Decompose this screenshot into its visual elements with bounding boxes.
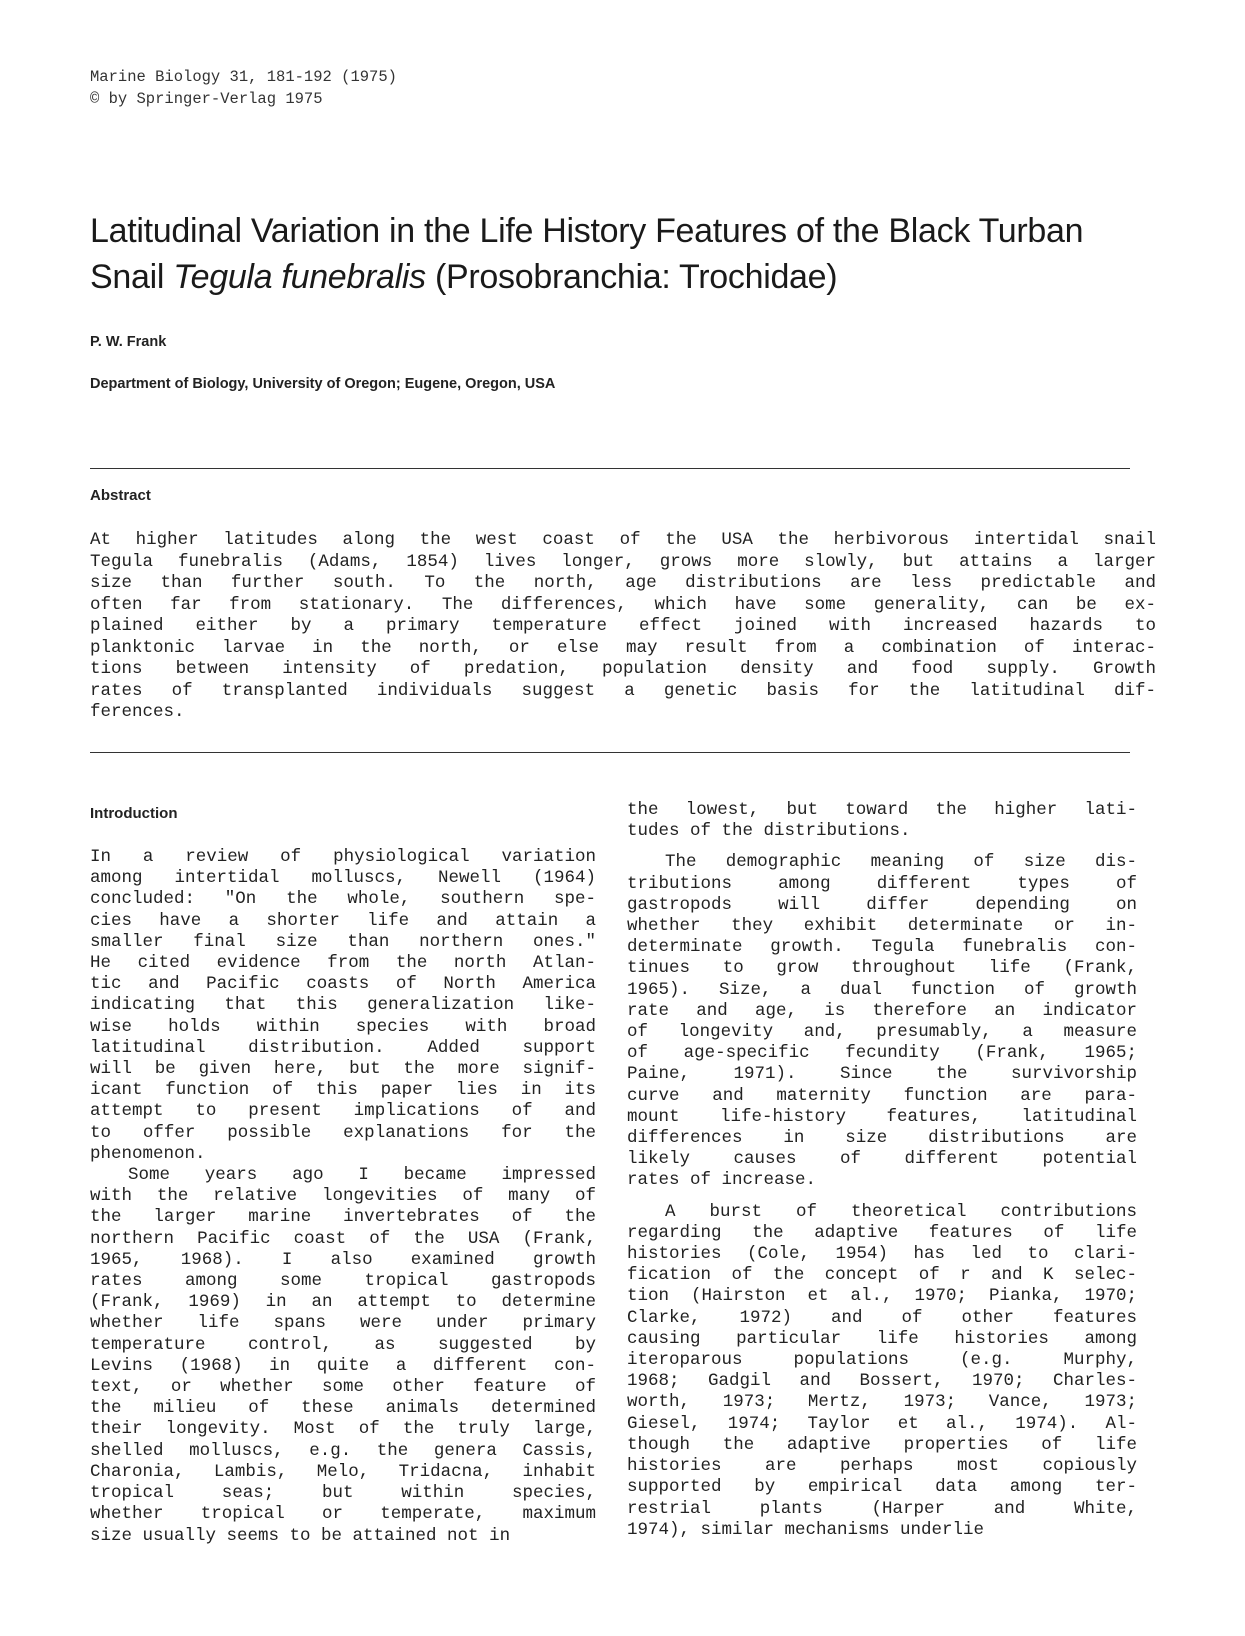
text-line: fication of the concept of r and K selec- [627,1265,1137,1286]
text-line: planktonic larvae in the north, or else may result from a combination of interac- [90,637,1156,658]
text-line: curve and maternity function are para- [627,1085,1137,1106]
text-line: tributions among different types of [627,873,1137,894]
title-species: Tegula funebralis [173,258,426,296]
left-column [90,847,596,1547]
text-line: whether life spans were under primary [90,1313,596,1334]
text-line: tropical seas; but within species, [90,1483,596,1504]
text-line: plained either by a primary temperature effect joined with increased hazards to [90,616,1156,636]
text-line: size than further south. To the north, age distributions are less predictable and [90,573,1156,593]
text-line: their longevity. Most of the truly large, [90,1419,596,1440]
text-line: latitudinal distribution. Added support [90,1037,596,1058]
text-line: A burst of theoretical contributions [665,1201,1137,1222]
text-line: tions between intensity of predation, population density and food supply. Growth [90,659,1156,679]
text-line: temperature control, as suggested by [90,1334,596,1355]
text-line: tion (Hairston et al., 1970; Pianka, 1970; [627,1286,1137,1307]
title-taxonomy: (Prosobranchia: Trochidae) [425,258,838,296]
article-title [90,208,1170,300]
text-line: of age-specific fecundity (Frank, 1965; [627,1043,1137,1064]
abstract-bottom-rule [90,752,1130,753]
text-line: ferences. [90,702,185,722]
text-line: the lowest, but toward the higher lati- [627,800,1137,820]
text-line: shelled molluscs, e.g. the genera Cassis, [90,1440,596,1461]
right-paragraph-2 [627,852,1137,1191]
text-line: smaller final size than northern ones." [90,931,596,952]
text-line: He cited evidence from the north Atlan- [90,953,596,974]
text-line: rates of increase. [627,1170,817,1191]
text-line: likely causes of different potential [627,1149,1137,1170]
text-line: tudes of the distributions. [627,821,911,842]
text-line: Clarke, 1972) and of other features [627,1307,1137,1328]
text-line: determinate growth. Tegula funebralis con- [627,937,1137,958]
journal-info [90,66,397,110]
abstract-text [90,530,1156,724]
text-line: iteroparous populations (e.g. Murphy, [627,1350,1137,1371]
text-line: icant function of this paper lies in its [90,1080,596,1101]
text-line: Paine, 1971). Since the survivorship [627,1064,1137,1085]
text-line: worth, 1973; Mertz, 1973; Vance, 1973; [627,1392,1137,1413]
text-line: rates of transplanted individuals suggest a genetic basis for the latitudinal dif- [90,680,1156,701]
text-line: will be given here, but the more signif- [90,1059,596,1080]
journal-citation: Marine Biology 31, 181-192 (1975) [90,68,397,86]
text-line: histories (Cole, 1954) has led to clari- [627,1244,1137,1265]
abstract-heading: Abstract [90,487,151,504]
right-paragraph-1 [627,800,1137,842]
right-column [627,800,1137,1551]
text-line: attempt to present implications of and [90,1101,596,1122]
text-line: size usually seems to be attained not in [90,1525,511,1546]
introduction-heading: Introduction [90,805,178,822]
text-line: The demographic meaning of size dis- [665,852,1137,873]
text-line: In a review of physiological variation [90,847,596,867]
text-line: causing particular life histories among [627,1328,1137,1349]
text-line: wise holds within species with broad [90,1016,596,1037]
abstract-top-rule [90,468,1130,469]
text-line: to offer possible explanations for the [90,1122,596,1143]
text-line: Tegula funebralis (Adams, 1854) lives longer, grows more slowly, but attains a larger [90,551,1156,572]
text-line: often far from stationary. The differences, which have some generality, can be ex- [90,594,1156,615]
text-line: whether they exhibit determinate or in- [627,916,1137,937]
title-line-1: Latitudinal Variation in the Life History Features of the Black Turban [90,212,1084,250]
text-line: phenomenon. [90,1143,206,1164]
text-line: gastropods will differ depending on [627,894,1137,915]
text-line: 1968; Gadgil and Bossert, 1970; Charles- [627,1371,1137,1392]
text-line: indicating that this generalization like- [90,995,596,1016]
text-line: Levins (1968) in quite a different con- [90,1355,596,1376]
text-line: restrial plants (Harper and White, [627,1498,1137,1519]
text-line: cies have a shorter life and attain a [90,910,596,931]
text-line: regarding the adaptive features of life [627,1222,1137,1243]
text-line: concluded: "On the whole, southern spe- [90,889,596,910]
text-line: rate and age, is therefore an indicator [627,1000,1137,1021]
text-line: with the relative longevities of many of [90,1186,596,1207]
text-line: supported by empirical data among ter- [627,1477,1137,1498]
text-line: 1965, 1968). I also examined growth [90,1249,596,1270]
text-line: Charonia, Lambis, Melo, Tridacna, inhabit [90,1461,596,1482]
text-line: (Frank, 1969) in an attempt to determine [90,1292,596,1313]
affiliation: Department of Biology, University of Oregon; Eugene, Oregon, USA [90,376,556,392]
text-line: northern Pacific coast of the USA (Frank, [90,1228,596,1249]
copyright-line: © by Springer-Verlag 1975 [90,90,323,108]
text-line: mount life-history features, latitudinal [627,1106,1137,1127]
author: P. W. Frank [90,334,167,350]
text-line: At higher latitudes along the west coast of the USA the herbivorous intertidal snail [90,530,1156,550]
text-line: Giesel, 1974; Taylor et al., 1974). Al- [627,1413,1137,1434]
text-line: whether tropical or temperate, maximum [90,1504,596,1525]
text-line: among intertidal molluscs, Newell (1964) [90,868,596,889]
text-line: 1965). Size, a dual function of growth [627,979,1137,1000]
text-line: of longevity and, presumably, a measure [627,1022,1137,1043]
text-line: the milieu of these animals determined [90,1398,596,1419]
text-line: histories are perhaps most copiously [627,1456,1137,1477]
title-line-2 [90,254,1170,300]
text-line: differences in size distributions are [627,1128,1137,1149]
text-line: though the adaptive properties of life [627,1434,1137,1455]
right-paragraph-3 [627,1202,1137,1541]
text-line: text, or whether some other feature of [90,1377,596,1398]
text-line: tic and Pacific coasts of North America [90,974,596,995]
title-snail-word: Snail [90,258,174,296]
text-line: tinues to grow throughout life (Frank, [627,958,1137,979]
text-line: 1974), similar mechanisms underlie [627,1519,985,1540]
text-line: Some years ago I became impressed [128,1165,596,1186]
text-line: rates among some tropical gastropods [90,1271,596,1292]
text-line: the larger marine invertebrates of the [90,1207,596,1228]
